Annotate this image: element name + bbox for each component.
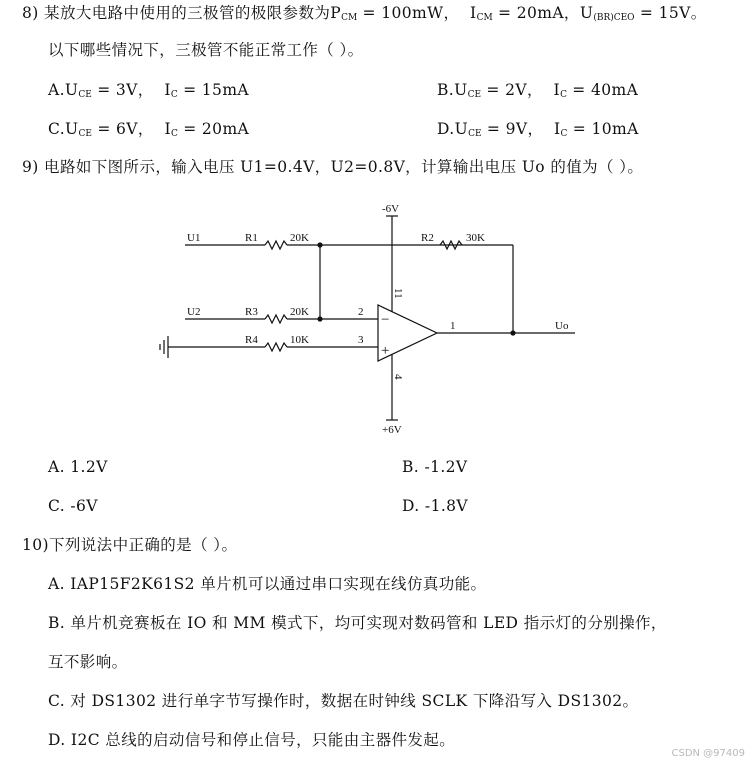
plus-sign: + [381, 343, 390, 359]
uce-subscript: CE [468, 129, 482, 139]
pcm-subscript: CM [341, 13, 358, 23]
ic-value: = 10mA [572, 120, 639, 138]
ic-subscript: C [560, 90, 567, 100]
r2-value: 30K [466, 232, 485, 244]
question-10-number: 10) [22, 536, 49, 554]
pin-11-label: 11 [392, 288, 404, 299]
watermark: CSDN @97409 [671, 748, 745, 759]
ic-value: = 15mA [183, 81, 250, 99]
uce-symbol: U [454, 81, 468, 99]
question-10-stem [22, 535, 237, 555]
q10-option-d[interactable]: D. I2C 总线的启动信号和停止信号，只能由主器件发起。 [48, 731, 456, 749]
uce-symbol: U [65, 120, 79, 138]
option-label: C. [48, 120, 66, 138]
question-10-text: 下列说法中正确的是（ ）。 [48, 536, 238, 554]
icm-symbol: I [470, 4, 477, 22]
junction-dot-mid [317, 316, 322, 321]
r4-label: R4 [245, 334, 258, 346]
r4-value: 10K [290, 334, 309, 346]
ic-subscript: C [170, 90, 178, 100]
question-8-number: 8) [22, 4, 39, 22]
uce-symbol: U [454, 120, 469, 138]
pin-1-label: 1 [450, 320, 456, 332]
uce-subscript: CE [78, 90, 92, 100]
ic-symbol: I [554, 120, 561, 138]
r1-label: R1 [245, 232, 258, 244]
question-8-stem-line2: 以下哪些情况下，三极管不能正常工作（ ）。 [48, 41, 364, 59]
option-label: B. [437, 81, 455, 99]
q10-option-b[interactable]: B. 单片机竞赛板在 IO 和 MM 模式下，均可实现对数码管和 LED 指示灯的分别操作， [48, 614, 667, 632]
ubrceo-value: = 15V。 [639, 4, 707, 22]
pin-4-label: 4 [392, 374, 404, 380]
q10-option-a[interactable]: A. IAP15F2K61S2 单片机可以通过串口实现在线仿真功能。 [48, 575, 487, 593]
neg-supply-label: -6V [382, 203, 400, 215]
uo-label: Uo [555, 320, 569, 332]
junction-dot-top [317, 242, 322, 247]
r3-label: R3 [245, 306, 258, 318]
option-label: A. [48, 81, 65, 99]
icm-subscript: CM [476, 13, 493, 23]
question-8-text: 某放大电路中使用的三极管的极限参数为 [44, 4, 331, 22]
ic-symbol: I [553, 81, 561, 99]
q9-option-a[interactable]: A. 1.2V [48, 458, 108, 476]
q10-option-c[interactable]: C. 对 DS1302 进行单字节写操作时，数据在时钟线 SCLK 下降沿写入 DS1302。 [48, 692, 639, 710]
pcm-symbol: P [330, 4, 342, 22]
question-9-text: 电路如下图所示，输入电压 U1=0.4V，U2=0.8V，计算输出电压 Uo 的值为（ ）。 [44, 158, 644, 176]
ic-value: = 20mA [183, 120, 250, 138]
ic-value: = 40mA [572, 81, 639, 99]
q9-option-d[interactable]: D. -1.8V [402, 497, 469, 515]
pos-supply-label: +6V [382, 424, 402, 436]
r3-resistor [265, 315, 287, 323]
junction-dot-output [510, 330, 515, 335]
r4-resistor [265, 343, 287, 351]
uce-subscript: CE [467, 90, 482, 100]
icm-value: = 20mA， [498, 4, 580, 22]
ic-subscript: C [560, 129, 568, 139]
question-9-number: 9) [22, 158, 39, 176]
q9-option-b[interactable]: B. -1.2V [402, 458, 468, 476]
r1-value: 20K [290, 232, 309, 244]
u2-label: U2 [187, 306, 201, 318]
minus-sign: − [381, 312, 390, 328]
pin-2-label: 2 [358, 306, 364, 318]
uce-value: = 9V， [486, 120, 544, 138]
r2-label: R2 [421, 232, 434, 244]
r1-resistor [265, 241, 287, 249]
uce-subscript: CE [78, 129, 92, 139]
uce-value: = 6V， [97, 120, 154, 138]
option-label: D. [437, 120, 455, 138]
u1-label: U1 [187, 232, 201, 244]
pin-3-label: 3 [358, 334, 364, 346]
q10-option-b-continued: 互不影响。 [48, 653, 128, 671]
ic-symbol: I [164, 120, 171, 138]
q9-option-c[interactable]: C. -6V [48, 497, 98, 515]
uce-symbol: U [64, 81, 79, 99]
r3-value: 20K [290, 306, 309, 318]
ic-subscript: C [170, 129, 178, 139]
pcm-value: = 100mW， [362, 4, 460, 22]
ubrceo-subscript: (BR)CEO [593, 13, 635, 23]
uce-value: = 3V， [97, 81, 154, 99]
uce-value: = 2V， [486, 81, 543, 99]
ic-symbol: I [164, 81, 171, 99]
ubrceo-symbol: U [579, 4, 594, 22]
